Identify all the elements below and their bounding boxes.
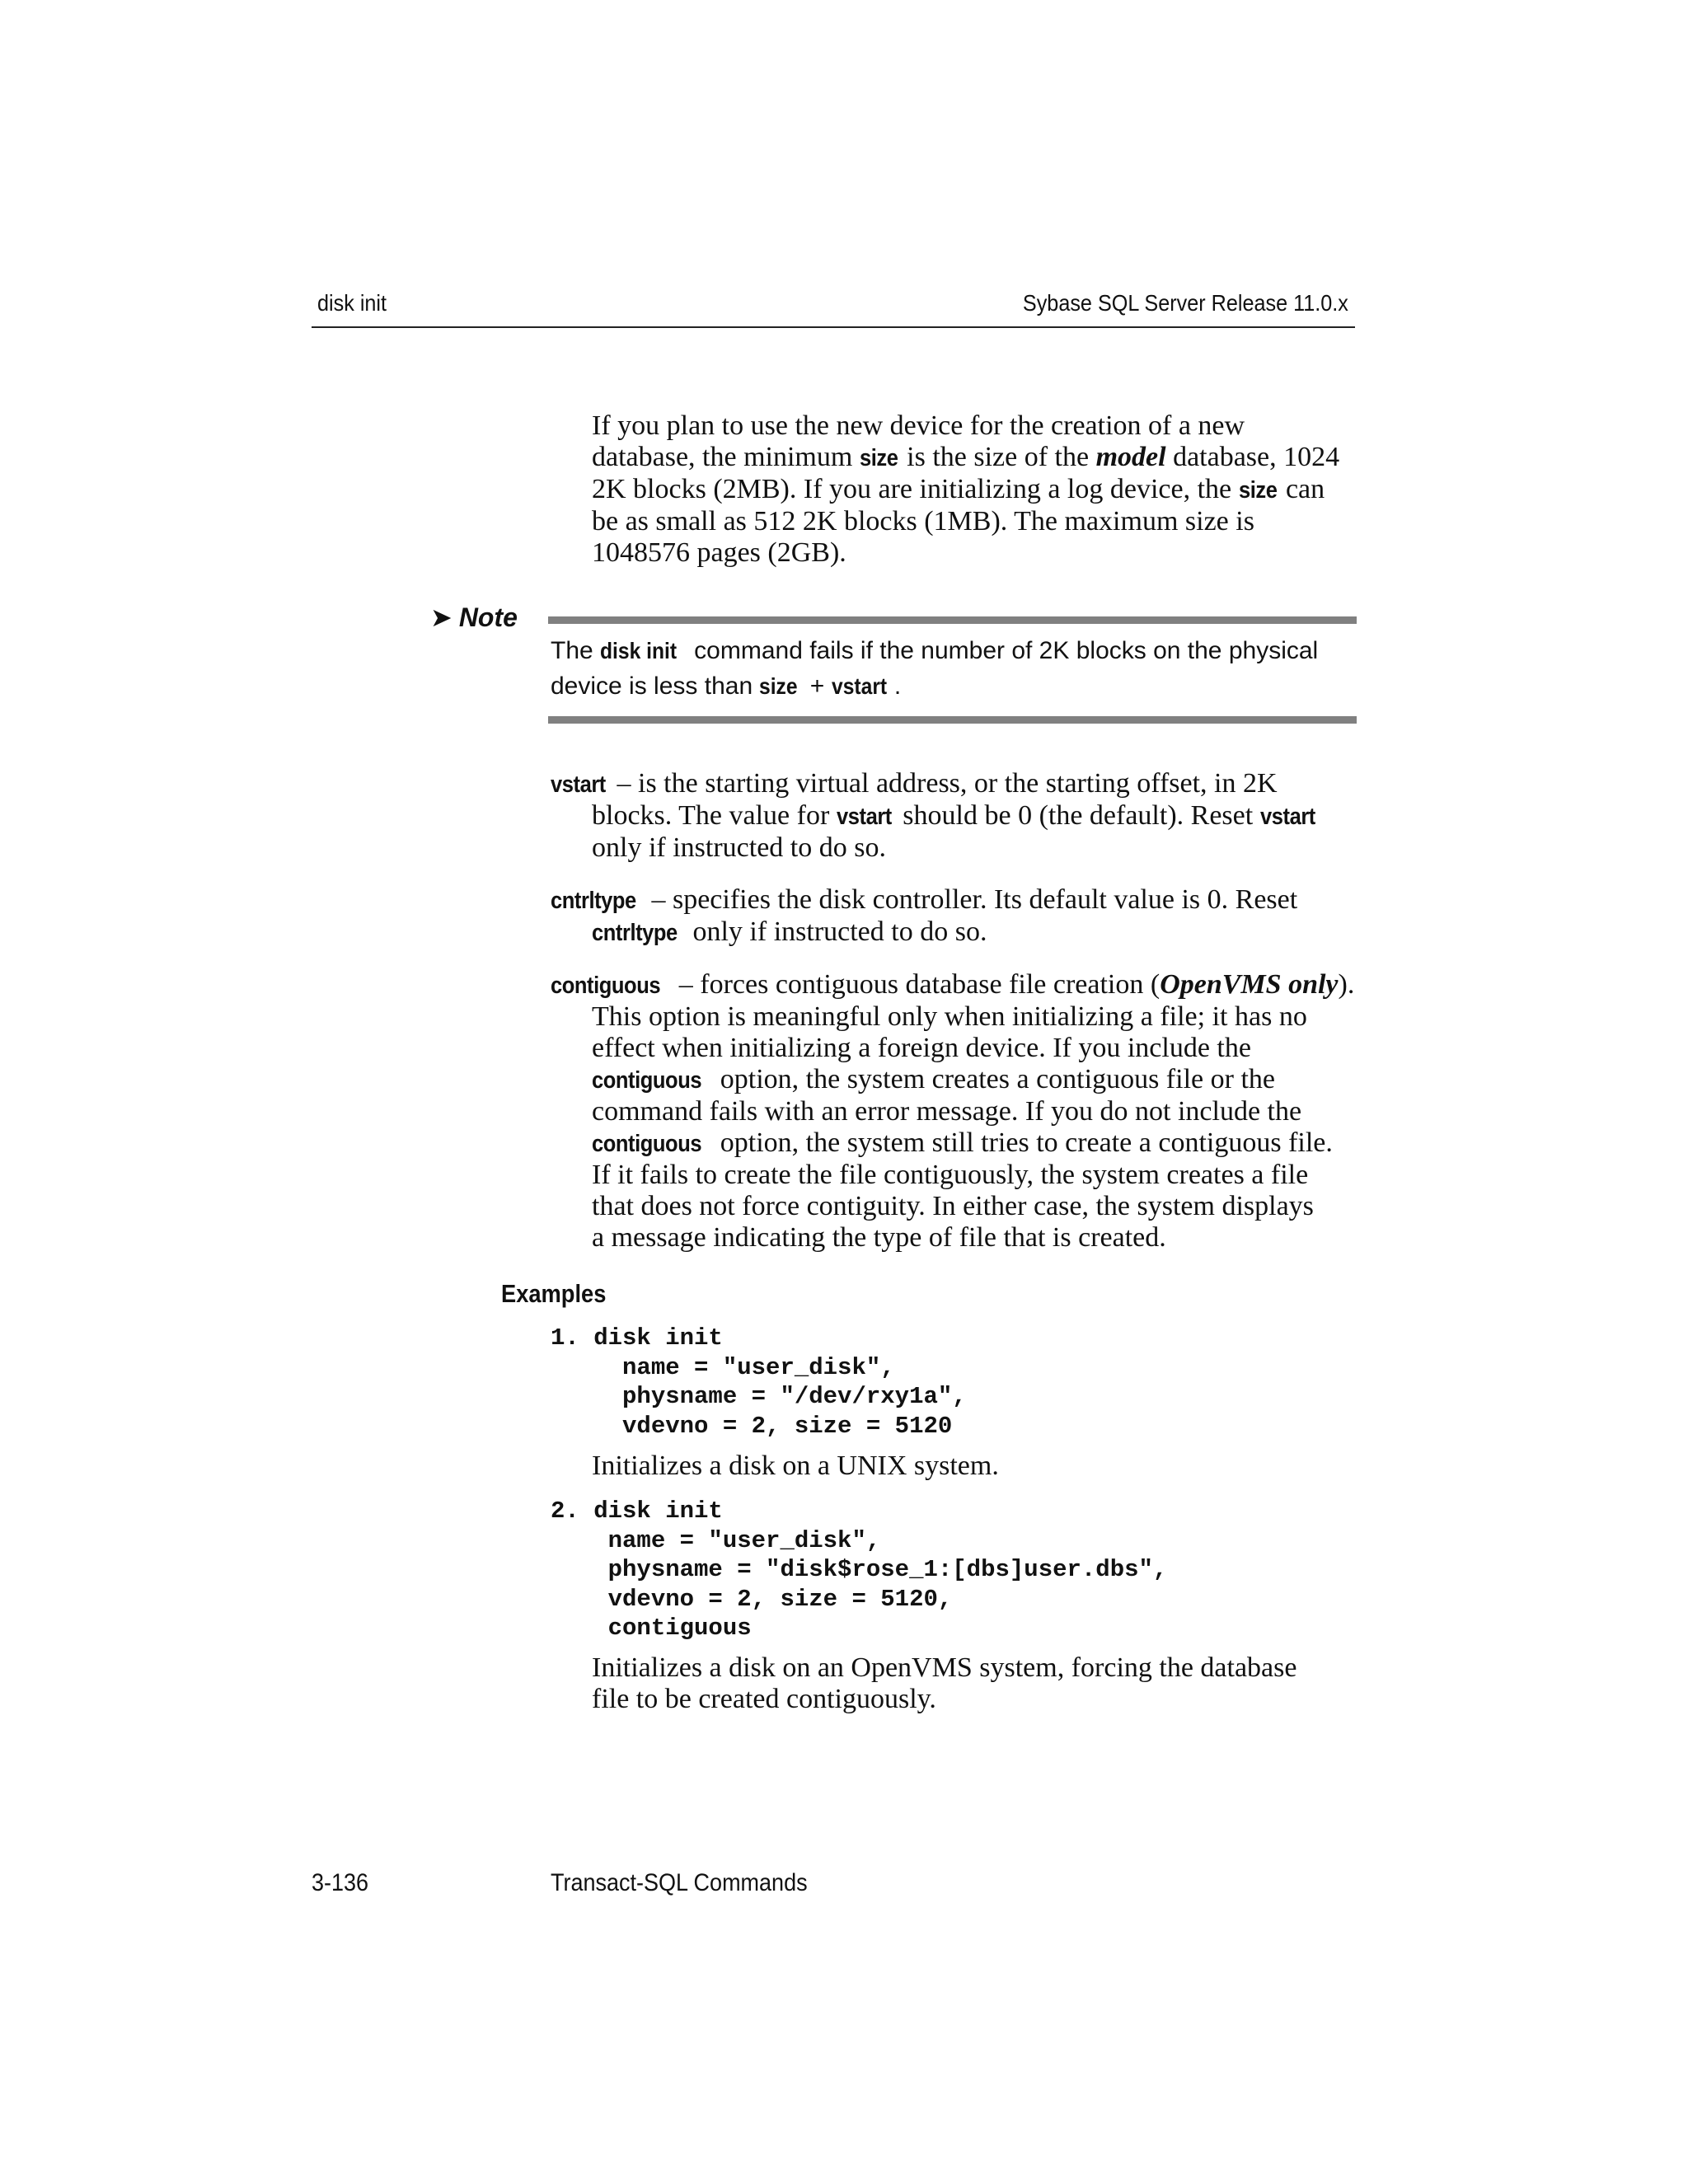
command-term: vstart xyxy=(836,804,892,830)
intro-line-2: database, the minimum size is the size of the model database, 1024 xyxy=(592,442,1340,472)
page-number: 3-136 xyxy=(312,1869,369,1896)
note-rule-top xyxy=(548,616,1357,624)
intro-line-3: 2K blocks (2MB). If you are initializing a log device, the size can xyxy=(592,474,1325,504)
running-head-right: Sybase SQL Server Release 11.0.x xyxy=(1022,290,1348,316)
command-term: cntrltype xyxy=(592,920,678,946)
running-head-left: disk init xyxy=(317,290,387,316)
footer-title: Transact-SQL Commands xyxy=(551,1869,808,1896)
note-line-1: The disk init command fails if the number of 2K blocks on the physical xyxy=(551,633,1358,668)
param-term: cntrltype xyxy=(551,888,636,914)
command-term: contiguous xyxy=(592,1131,702,1157)
intro-line-4: be as small as 512 2K blocks (1MB). The maximum size is xyxy=(592,506,1254,537)
param-term: contiguous xyxy=(551,972,661,999)
header-rule xyxy=(312,326,1355,328)
param-contiguous: contiguous – forces contiguous database file creation (OpenVMS only). This option is meaningful only when initializing a file; it has no effect when initializing a foreign device. If you include the contiguous option, the system creates a contiguous file or the command fails with an error message. If you do not include the contiguous option, the system still tries to create a contiguous file. If it fails to create the file contiguously, the system creates a file that does not force contiguity. In either case, the system displays a message indicating the type of file that is created. xyxy=(551,969,1355,1253)
intro-line-1: If you plan to use the new device for the creation of a new xyxy=(592,410,1245,441)
example-2-description: Initializes a disk on an OpenVMS system, forcing the database file to be created contiguously. xyxy=(592,1652,1297,1714)
command-term: vstart xyxy=(1259,804,1315,830)
intro-paragraph xyxy=(592,410,1367,569)
note-line-2: device is less than size + vstart . xyxy=(551,668,1358,704)
param-vstart: vstart – is the starting virtual address, or the starting offset, in 2K blocks. The value for vstart should be 0 (the default). Reset vstart only if instructed to do so. xyxy=(551,768,1315,863)
command-term: size xyxy=(1238,477,1278,504)
command-term: size xyxy=(859,445,898,471)
command-term: size xyxy=(759,673,799,699)
examples-heading: Examples xyxy=(501,1279,607,1308)
code-example-1: 1. disk init name = "user_disk", physname = "/dev/rxy1a", vdevno = 2, size = 5120 xyxy=(551,1324,967,1440)
command-term: vstart xyxy=(831,673,887,699)
note-rule-bottom xyxy=(548,716,1357,724)
example-1-description: Initializes a disk on a UNIX system. xyxy=(592,1451,999,1481)
param-term: vstart xyxy=(551,771,606,798)
openvms-only-term: OpenVMS only xyxy=(1160,969,1339,1000)
note-text xyxy=(551,633,1358,704)
note-label: ➤ Note xyxy=(430,602,518,632)
param-cntrltype: cntrltype – specifies the disk controller. Its default value is 0. Reset cntrltype only if instructed to do so. xyxy=(551,884,1298,947)
command-term: contiguous xyxy=(592,1067,702,1094)
model-term: model xyxy=(1095,442,1166,472)
command-term: disk init xyxy=(600,638,678,663)
code-example-2: 2. disk init name = "user_disk", physname = "disk$rose_1:[dbs]user.dbs", vdevno = 2, size = 5120, contiguous xyxy=(551,1497,1168,1642)
arrow-icon: ➤ xyxy=(430,602,452,632)
intro-line-5: 1048576 pages (2GB). xyxy=(592,537,846,568)
